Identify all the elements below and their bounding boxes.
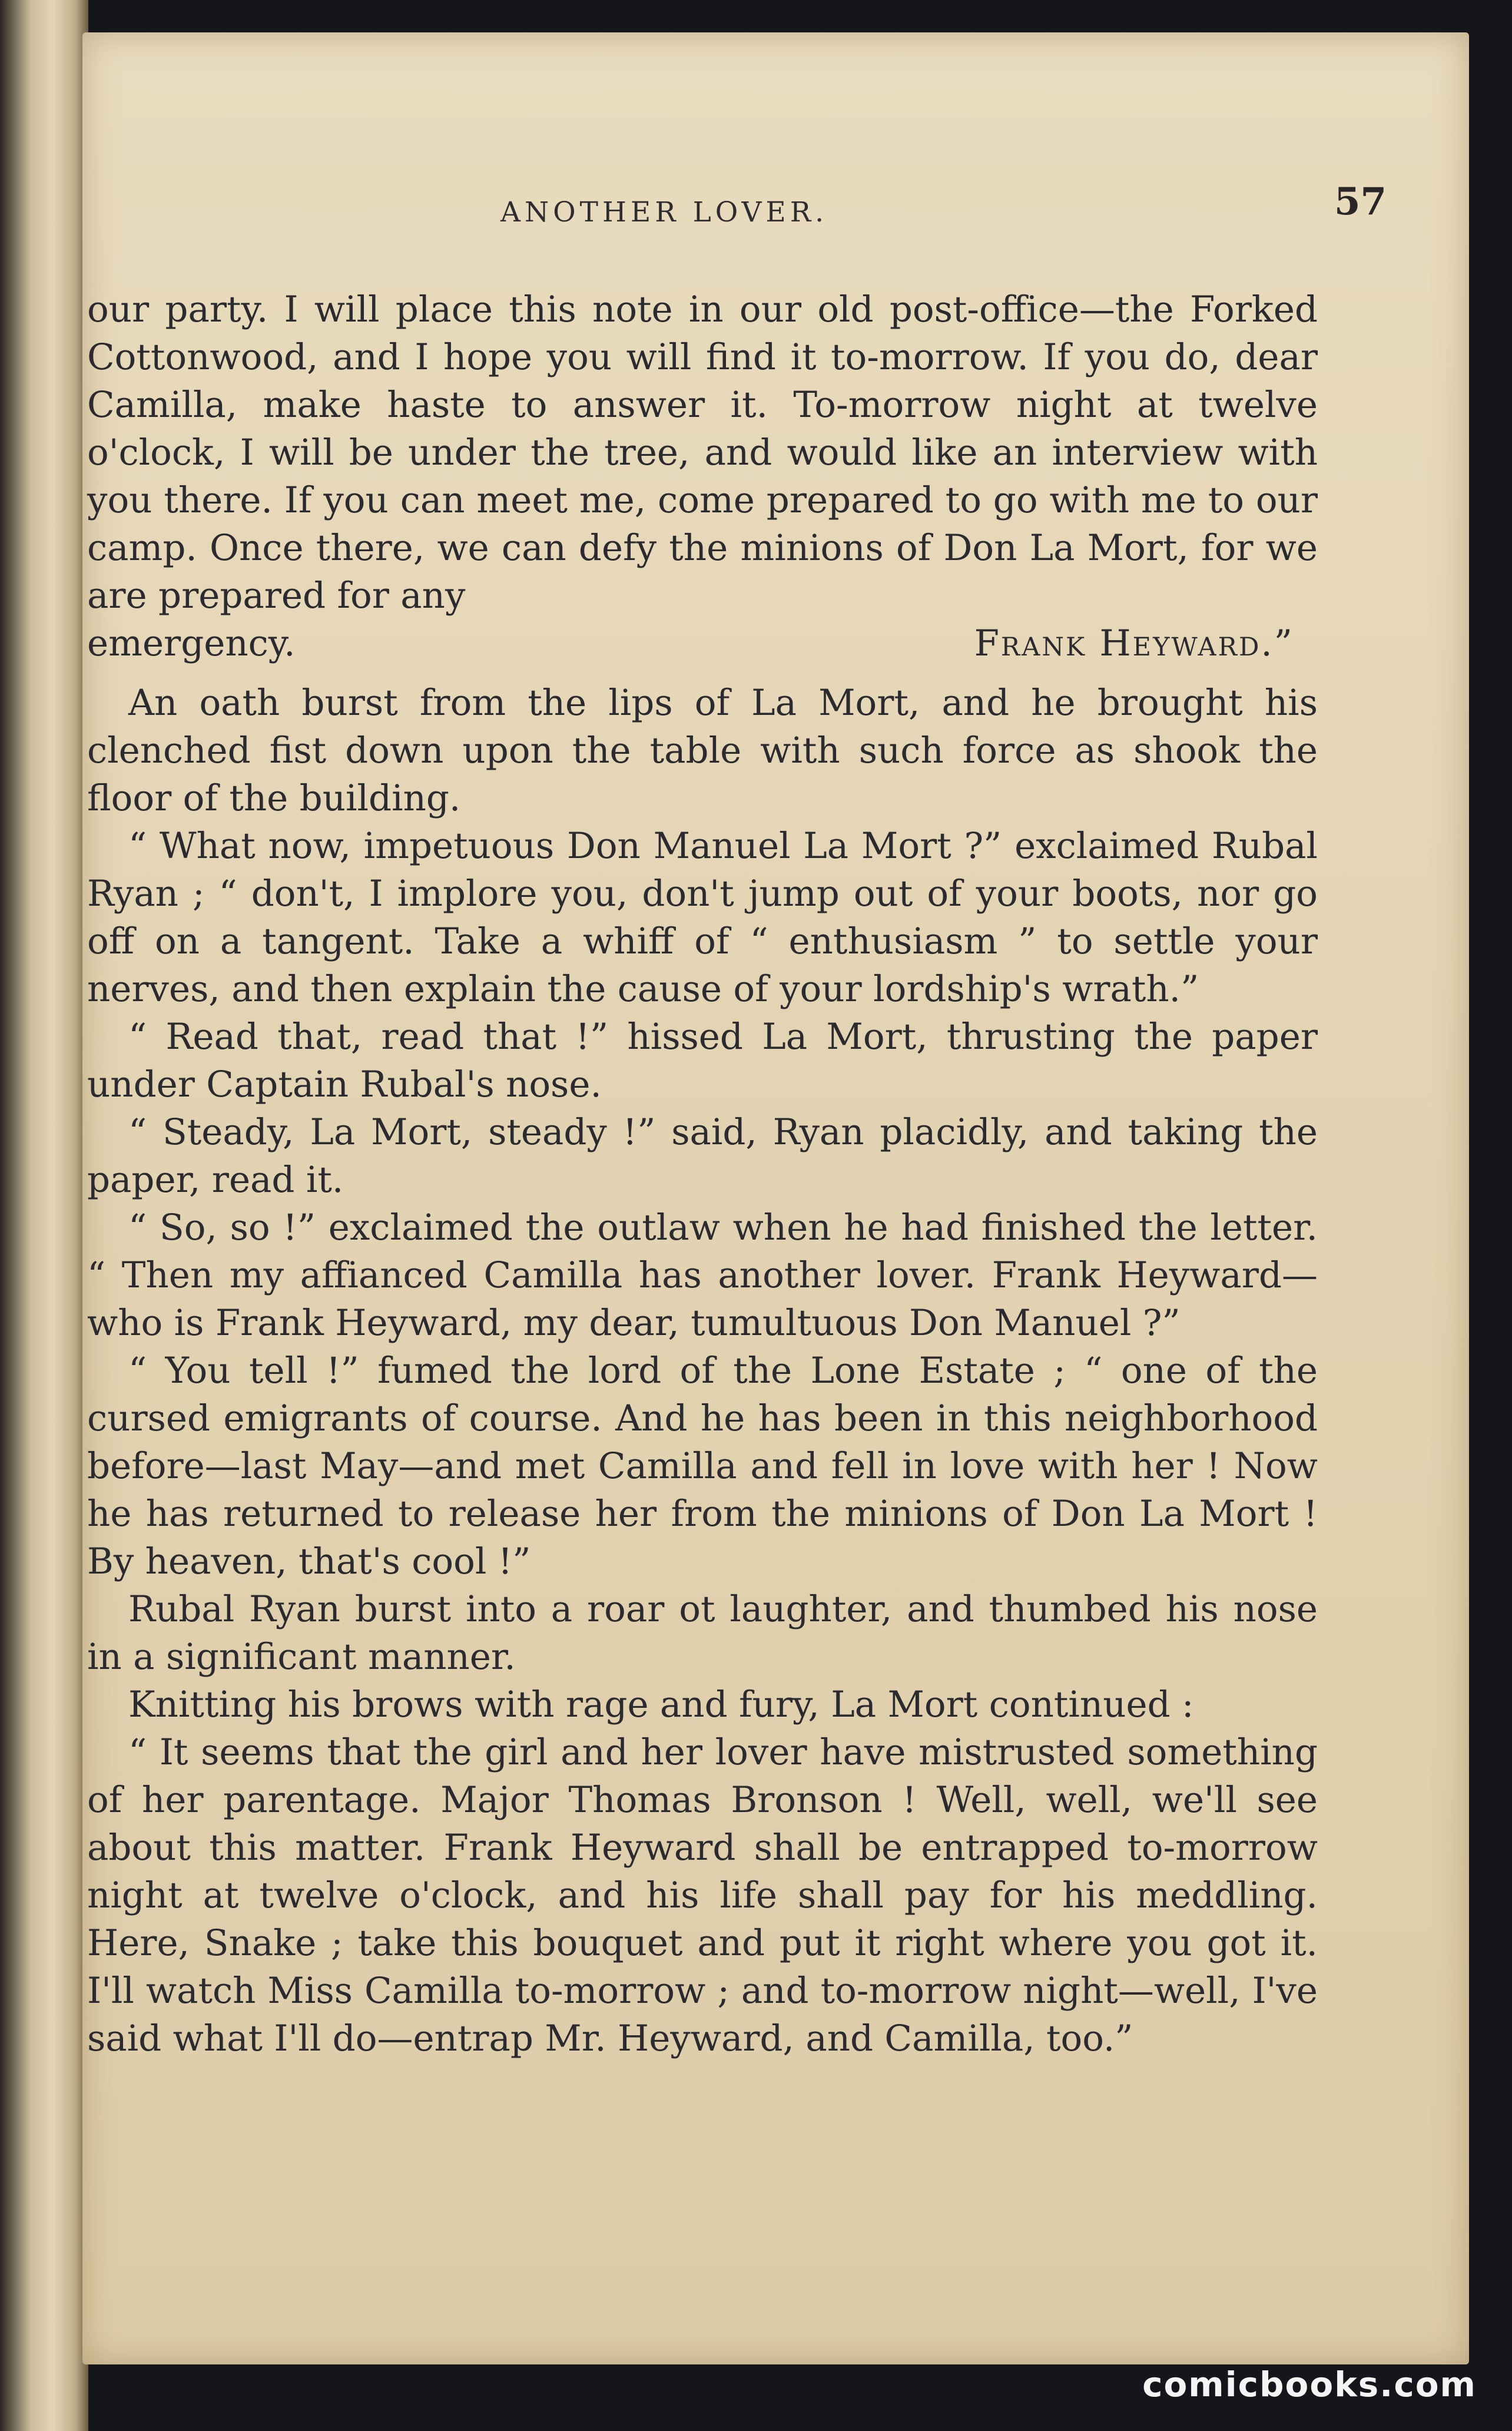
paragraph: “ You tell !” fumed the lord of the Lone Estate ; “ one of the cursed emigrants of course. And he has been in this neighborhood before—last May—and met Camilla and fell in love with her ! Now he has returned to release her from the minions of Don La Mort ! By heaven, that's cool !” — [87, 1350, 1318, 1582]
paragraph-letter: our party. I will place this note in our old post-office—the Forked Cottonwood, and I hope you will find it to-morrow. If you do, dear Camilla, make haste to answer it. To-morrow night at twelve o'clock, I will be under the tree, and would like an interview with you there. If you can meet me, come prepared to go with me to our camp. Once there, we can defy the minions of Don La Mort, for we are prepared for any — [87, 289, 1318, 617]
book-gutter — [0, 0, 88, 2431]
paragraph: Rubal Ryan burst into a roar ot laughter, and thumbed his nose in a significant manner. — [87, 1588, 1318, 1678]
page-header — [82, 174, 1469, 239]
paragraph: “ Read that, read that !” hissed La Mort, thrusting the paper under Captain Rubal's nose. — [87, 1016, 1318, 1105]
paragraph: “ Steady, La Mort, steady !” said, Ryan placidly, and taking the paper, read it. — [87, 1111, 1318, 1201]
letter-closing — [87, 620, 1318, 667]
book-page — [82, 32, 1469, 2364]
letter-signature: Frank Heyward.” — [974, 622, 1294, 664]
page-number: 57 — [1334, 180, 1387, 224]
paragraph: “ It seems that the girl and her lover have mistrusted something of her parentage. Major Thomas Bronson ! Well, well, we'll see about this matter. Frank Heyward shall be entrapped to-morrow night at twelve o'clock, and his life shall pay for his meddling. Here, Snake ; take this bouquet and put it right where you got it. I'll watch Miss Camilla to-morrow ; and to-morrow night—well, I've said what I'll do—entrap Mr. Heyward, and Camilla, too.” — [87, 1731, 1318, 2059]
paragraph: “ So, so !” exclaimed the outlaw when he had finished the letter. “ Then my affianced Camilla has another lover. Frank Heyward—who is Frank Heyward, my dear, tumultuous Don Manuel ?” — [87, 1207, 1318, 1344]
body-text — [82, 286, 1318, 2062]
running-head: ANOTHER LOVER. — [500, 196, 828, 228]
paragraph: Knitting his brows with rage and fury, La Mort continued : — [128, 1684, 1194, 1725]
paragraph: An oath burst from the lips of La Mort, and he brought his clenched fist down upon the table with such force as shook the floor of the building. — [87, 682, 1318, 819]
site-watermark: comicbooks.com — [1142, 2364, 1477, 2404]
letter-closing-word: emergency. — [87, 622, 296, 664]
paragraph: “ What now, impetuous Don Manuel La Mort ?” exclaimed Rubal Ryan ; “ don't, I implore you, don't jump out of your boots, nor go off on a tangent. Take a whiff of “ enthusiasm ” to settle your nerves, and then explain the cause of your lordship's wrath.” — [87, 825, 1318, 1010]
